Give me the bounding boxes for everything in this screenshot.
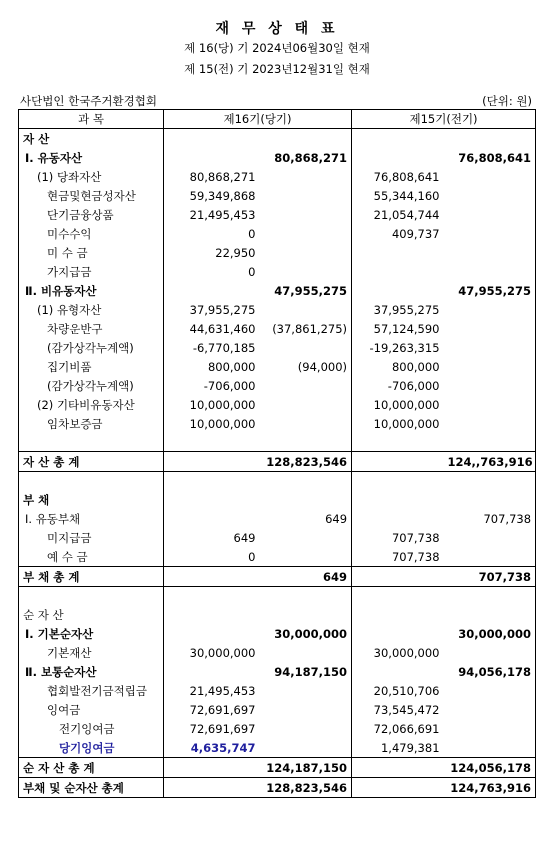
table-row (19, 319, 536, 338)
table-row (19, 357, 536, 376)
table-row (19, 587, 536, 606)
prior-total (444, 319, 536, 338)
current-subtotal: 44,631,460 (189, 321, 256, 336)
organization-name: 사단법인 한국주거환경협회 (20, 94, 157, 108)
prior-subtotal (352, 433, 444, 452)
current-total (260, 186, 352, 205)
prior-total (444, 167, 536, 186)
table-row (19, 681, 536, 700)
prior-subtotal (352, 605, 444, 624)
prior-total (444, 129, 536, 149)
current-subtotal: 800,000 (207, 359, 256, 374)
account-label: 자 산 (19, 129, 164, 149)
current-subtotal: 0 (248, 264, 256, 279)
account-label: 자 산 총 계 (19, 452, 164, 472)
current-total (260, 738, 352, 758)
prior-subtotal (352, 243, 444, 262)
current-total: 128,823,546 (260, 778, 352, 798)
table-row (19, 452, 536, 472)
table-row (19, 567, 536, 587)
prior-total (444, 587, 536, 606)
current-subtotal (164, 624, 260, 643)
current-total (260, 129, 352, 149)
prior-subtotal (352, 148, 444, 167)
current-total (260, 224, 352, 243)
prior-total (444, 338, 536, 357)
prior-subtotal: 21,054,744 (373, 207, 440, 222)
account-label: 부채 및 순자산 총계 (19, 778, 164, 798)
current-subtotal: 21,495,453 (189, 207, 256, 222)
account-label: 협회발전기금적립금 (19, 681, 164, 700)
current-subtotal (164, 129, 260, 149)
prior-subtotal: 409,737 (391, 226, 440, 241)
account-label: (1) 유형자산 (19, 300, 164, 319)
current-subtotal (164, 281, 260, 300)
prior-total (444, 719, 536, 738)
current-total (260, 376, 352, 395)
column-header-prior: 제15기(전기) (352, 110, 536, 129)
current-subtotal (164, 472, 260, 491)
prior-subtotal: -19,263,315 (369, 340, 440, 355)
prior-subtotal (352, 778, 444, 798)
prior-total (444, 681, 536, 700)
current-subtotal: 72,691,697 (189, 721, 256, 736)
prior-total (444, 376, 536, 395)
account-label: 임차보증금 (19, 414, 164, 433)
account-label: 부 채 총 계 (19, 567, 164, 587)
account-label: 가지급금 (19, 262, 164, 281)
table-row (19, 433, 536, 452)
statement-title: 재 무 상 태 표 (215, 21, 339, 37)
prior-total: 76,808,641 (458, 150, 532, 165)
account-label (19, 587, 164, 606)
prior-total (444, 205, 536, 224)
prior-subtotal (352, 262, 444, 281)
prior-total (444, 605, 536, 624)
current-total (260, 205, 352, 224)
prior-subtotal: 10,000,000 (373, 397, 440, 412)
table-row (19, 129, 536, 149)
account-label: Ⅰ. 유동부채 (19, 509, 164, 528)
prior-subtotal (352, 662, 444, 681)
current-subtotal: 21,495,453 (189, 683, 256, 698)
current-total: 128,823,546 (260, 452, 352, 472)
prior-subtotal (352, 129, 444, 149)
prior-total (444, 224, 536, 243)
prior-subtotal: 73,545,472 (373, 702, 440, 717)
prior-total (444, 414, 536, 433)
prior-total: 30,000,000 (458, 626, 532, 641)
current-total: 47,955,275 (260, 281, 352, 300)
table-row (19, 509, 536, 528)
current-total (260, 338, 352, 357)
account-label: 미 수 금 (19, 243, 164, 262)
current-total (260, 300, 352, 319)
prior-subtotal: 76,808,641 (373, 169, 440, 184)
account-label: (1) 당좌자산 (19, 167, 164, 186)
account-label: Ⅱ. 보통순자산 (19, 662, 164, 681)
current-total: 80,868,271 (260, 148, 352, 167)
prior-total: 47,955,275 (458, 283, 532, 298)
prior-subtotal (352, 509, 444, 528)
current-subtotal: -706,000 (203, 378, 256, 393)
current-total: 30,000,000 (260, 624, 352, 643)
unit-label: (단위: 원) (482, 94, 532, 108)
current-total (260, 643, 352, 662)
current-subtotal: 30,000,000 (189, 645, 256, 660)
table-row (19, 472, 536, 491)
current-subtotal (164, 509, 260, 528)
prior-subtotal (352, 567, 444, 587)
current-subtotal: 0 (248, 226, 256, 241)
table-row (19, 624, 536, 643)
prior-total (444, 433, 536, 452)
prior-total (444, 262, 536, 281)
table-row (19, 758, 536, 778)
account-label: (감가상각누계액) (19, 376, 164, 395)
table-row (19, 262, 536, 281)
current-subtotal: 80,868,271 (189, 169, 256, 184)
current-total (260, 681, 352, 700)
prior-total (444, 300, 536, 319)
table-row (19, 490, 536, 509)
prior-subtotal: 37,955,275 (373, 302, 440, 317)
account-label (19, 433, 164, 452)
current-total (260, 490, 352, 509)
current-total: (37,861,275) (260, 319, 352, 338)
prior-subtotal (352, 587, 444, 606)
prior-subtotal: -706,000 (387, 378, 440, 393)
account-label: 단기금융상품 (19, 205, 164, 224)
current-subtotal: 4,635,747 (190, 740, 256, 755)
table-row (19, 700, 536, 719)
account-label: 잉여금 (19, 700, 164, 719)
prior-total (444, 738, 536, 758)
current-total (260, 243, 352, 262)
prior-total: 707,738 (444, 567, 536, 587)
current-total: 649 (260, 567, 352, 587)
current-total (260, 719, 352, 738)
account-label: 당기잉여금 (19, 738, 164, 758)
current-subtotal: -6,770,185 (192, 340, 256, 355)
prior-total (444, 643, 536, 662)
prior-subtotal: 72,066,691 (373, 721, 440, 736)
prior-subtotal (352, 624, 444, 643)
column-header-current: 제16기(당기) (164, 110, 352, 129)
current-subtotal (164, 433, 260, 452)
current-subtotal (164, 778, 260, 798)
prior-subtotal: 707,738 (391, 549, 440, 564)
current-subtotal (164, 605, 260, 624)
current-total (260, 262, 352, 281)
account-label: 미지급금 (19, 528, 164, 547)
prior-total (444, 395, 536, 414)
prior-total (444, 547, 536, 567)
table-row (19, 281, 536, 300)
table-row (19, 224, 536, 243)
table-row (19, 148, 536, 167)
current-subtotal: 59,349,868 (189, 188, 256, 203)
period-current: 제 16(당) 기 2024년06월30일 현재 (184, 41, 370, 55)
prior-total (444, 186, 536, 205)
current-subtotal (164, 490, 260, 509)
table-row (19, 395, 536, 414)
prior-subtotal (352, 758, 444, 778)
account-label: 차량운반구 (19, 319, 164, 338)
prior-subtotal: 55,344,160 (373, 188, 440, 203)
prior-subtotal: 707,738 (391, 530, 440, 545)
account-label: 부 채 (19, 490, 164, 509)
prior-total: 124,056,178 (444, 758, 536, 778)
account-label: 예 수 금 (19, 547, 164, 567)
current-total (260, 433, 352, 452)
account-label: Ⅰ. 유동자산 (19, 148, 164, 167)
account-label: Ⅰ. 기본순자산 (19, 624, 164, 643)
prior-subtotal (352, 490, 444, 509)
table-row (19, 205, 536, 224)
prior-subtotal (352, 281, 444, 300)
table-row (19, 547, 536, 567)
account-label: 순 자 산 (19, 605, 164, 624)
table-row (19, 719, 536, 738)
current-total: (94,000) (260, 357, 352, 376)
table-row (19, 605, 536, 624)
account-label: 현금및현금성자산 (19, 186, 164, 205)
current-subtotal (164, 662, 260, 681)
table-row (19, 186, 536, 205)
table-row (19, 243, 536, 262)
current-subtotal (164, 758, 260, 778)
prior-subtotal: 57,124,590 (373, 321, 440, 336)
current-subtotal (164, 148, 260, 167)
table-row (19, 738, 536, 758)
current-total (260, 395, 352, 414)
current-total (260, 700, 352, 719)
current-total: 649 (260, 509, 352, 528)
current-subtotal: 72,691,697 (189, 702, 256, 717)
column-header-account: 과 목 (19, 110, 164, 129)
account-label: 전기잉여금 (19, 719, 164, 738)
prior-total (444, 357, 536, 376)
prior-total: 707,738 (483, 511, 532, 526)
current-total (260, 587, 352, 606)
balance-sheet-body (19, 110, 536, 798)
current-total (260, 528, 352, 547)
current-total (260, 414, 352, 433)
table-row (19, 643, 536, 662)
current-total (260, 472, 352, 491)
prior-total: 124,,763,916 (444, 452, 536, 472)
account-label (19, 472, 164, 491)
table-row (19, 414, 536, 433)
account-label: 미수수익 (19, 224, 164, 243)
current-subtotal (164, 452, 260, 472)
table-row (19, 300, 536, 319)
current-subtotal: 10,000,000 (189, 397, 256, 412)
account-label: 기본재산 (19, 643, 164, 662)
current-total (260, 547, 352, 567)
table-row (19, 778, 536, 798)
current-subtotal: 0 (248, 549, 256, 564)
current-subtotal (164, 567, 260, 587)
prior-total (444, 472, 536, 491)
prior-subtotal: 800,000 (391, 359, 440, 374)
current-subtotal: 22,950 (215, 245, 256, 260)
table-row (19, 662, 536, 681)
prior-total: 94,056,178 (458, 664, 532, 679)
current-subtotal: 37,955,275 (189, 302, 256, 317)
current-subtotal (164, 587, 260, 606)
table-row (19, 528, 536, 547)
current-total (260, 167, 352, 186)
prior-total (444, 243, 536, 262)
balance-sheet-table (18, 109, 536, 798)
table-row (19, 167, 536, 186)
account-label: (감가상각누계액) (19, 338, 164, 357)
current-subtotal: 10,000,000 (189, 416, 256, 431)
table-row (19, 376, 536, 395)
prior-total (444, 700, 536, 719)
prior-subtotal (352, 452, 444, 472)
account-label: (2) 기타비유동자산 (19, 395, 164, 414)
account-label: 집기비품 (19, 357, 164, 376)
current-total (260, 605, 352, 624)
account-label: 순 자 산 총 계 (19, 758, 164, 778)
prior-total (444, 528, 536, 547)
column-header-row (19, 110, 536, 129)
period-prior: 제 15(전) 기 2023년12월31일 현재 (184, 62, 370, 76)
current-subtotal: 649 (233, 530, 256, 545)
account-label: Ⅱ. 비유동자산 (19, 281, 164, 300)
prior-subtotal: 10,000,000 (373, 416, 440, 431)
prior-subtotal: 30,000,000 (373, 645, 440, 660)
table-row (19, 338, 536, 357)
prior-subtotal (352, 472, 444, 491)
prior-subtotal: 1,479,381 (380, 740, 440, 755)
prior-total (444, 490, 536, 509)
current-total: 124,187,150 (260, 758, 352, 778)
prior-total: 124,763,916 (444, 778, 536, 798)
prior-subtotal: 20,510,706 (373, 683, 440, 698)
current-total: 94,187,150 (260, 662, 352, 681)
